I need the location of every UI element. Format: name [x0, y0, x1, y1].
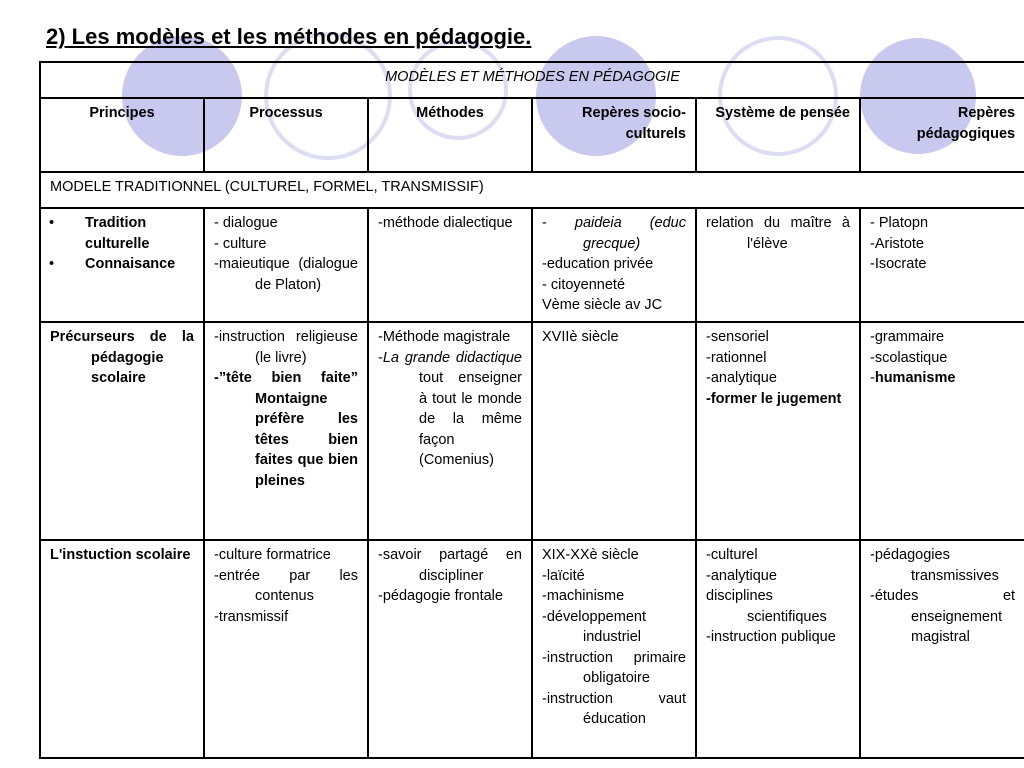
list-item: -machinisme: [542, 588, 625, 604]
list-item: - Platopn: [870, 215, 929, 231]
list-item: -pédagogies transmissives: [870, 547, 999, 584]
cell-reperes-socio: [532, 322, 696, 540]
list-item: -instruction religieuse (le livre): [214, 329, 358, 366]
list-item: -scolastique: [870, 349, 948, 366]
header-processus: Processus: [204, 98, 368, 172]
list-item: Précurseurs de la pédagogie scolaire: [50, 329, 194, 386]
cell-reperes-peda: [860, 322, 1024, 540]
header-reperes-socio: Repères socio-culturels: [532, 98, 696, 172]
list-item: -”tête bien faite” Montaigne préfère les têtes bien faites que bien pleines: [214, 370, 358, 489]
cell-systeme: [696, 208, 860, 322]
italic-text: paideia (educ grecque): [574, 215, 686, 252]
cell-systeme: [696, 540, 860, 758]
bold-text: humanisme: [874, 370, 956, 386]
cell-methodes: [368, 322, 532, 540]
list-item: -savoir partagé en discipliner: [378, 547, 522, 584]
header-principes: Principes: [40, 98, 204, 172]
list-item: -instruction primaire obligatoire: [542, 649, 686, 686]
list-item: disciplines scientifiques: [706, 588, 827, 625]
list-item: -méthode dialectique: [378, 215, 513, 231]
cell-methodes: [368, 208, 532, 322]
cell-reperes-socio: [532, 540, 696, 758]
table-caption: MODÈLES ET MÉTHODES EN PÉDAGOGIE: [40, 62, 1024, 98]
list-item: -culture formatrice: [214, 547, 331, 563]
list-item: -instruction publique: [706, 629, 836, 645]
list-item: - culture: [214, 235, 267, 252]
list-item: XVIIè siècle: [542, 329, 619, 345]
table-row: [40, 540, 1024, 758]
list-item: -humanisme: [870, 370, 956, 386]
list-item: -grammaire: [870, 329, 945, 345]
cell-processus: [204, 208, 368, 322]
cell-processus: [204, 540, 368, 758]
cell-principes: [40, 208, 204, 322]
list-item: - citoyenneté: [542, 276, 626, 293]
list-item: -former le jugement: [706, 390, 842, 407]
list-item: -Isocrate: [870, 256, 927, 272]
cell-principes: [40, 322, 204, 540]
list-item: -Aristote: [870, 235, 924, 252]
list-item: -instruction vaut éducation: [542, 690, 686, 727]
list-item: -maieutique (dialogue de Platon): [214, 256, 358, 293]
list-item: -culturel: [706, 547, 758, 563]
cell-reperes-peda: [860, 208, 1024, 322]
cell-methodes: [368, 540, 532, 758]
list-item: -développement industriel: [542, 608, 646, 645]
list-item: -laïcité: [542, 567, 585, 584]
list-item: -analytique: [706, 567, 777, 584]
italic-text: La grande didactique: [382, 349, 522, 366]
list-item: • Connaisance: [47, 254, 194, 275]
cell-reperes-socio: [532, 208, 696, 322]
header-reperes-peda: Repères pédagogiques: [860, 98, 1024, 172]
cell-systeme: [696, 322, 860, 540]
list-item: -transmissif: [214, 608, 289, 625]
list-item: -education privée: [542, 256, 654, 272]
list-item: -pédagogie frontale: [378, 588, 503, 604]
header-systeme: Système de pensée: [696, 98, 860, 172]
cell-reperes-peda: [860, 540, 1024, 758]
list-item: -Méthode magistrale: [378, 329, 511, 345]
list-item: L'instuction scolaire: [50, 547, 191, 563]
list-item: -études et enseignement magistral: [870, 588, 1016, 645]
list-item: -rationnel: [706, 349, 767, 366]
list-item: XIX-XXè siècle: [542, 547, 639, 563]
page-title: 2) Les modèles et les méthodes en pédagogie.: [46, 24, 532, 49]
list-item: • Tradition culturelle: [47, 213, 194, 254]
header-methodes: Méthodes: [368, 98, 532, 172]
list-item: -sensoriel: [706, 329, 769, 345]
cell-processus: [204, 322, 368, 540]
list-item: -entrée par les contenus: [214, 567, 358, 604]
pedagogy-table: [39, 61, 1024, 759]
cell-principes: [40, 540, 204, 758]
plain-text: tout enseigner à tout le monde de la même façon (Comenius): [419, 370, 522, 468]
list-item: relation du maître à l'élève: [706, 215, 850, 252]
table-row: [40, 322, 1024, 540]
list-item: -analytique: [706, 370, 777, 386]
list-item: Vème siècle av JC: [542, 297, 663, 313]
table-row: [40, 208, 1024, 322]
list-item: - dialogue: [214, 215, 278, 231]
list-item: - paideia (educ grecque): [542, 215, 686, 252]
list-item: -La grande didactique tout enseigner à tout le monde de la même façon (Comenius): [378, 349, 522, 468]
section-title: MODELE TRADITIONNEL (CULTUREL, FORMEL, TRANSMISSIF): [40, 172, 1024, 208]
